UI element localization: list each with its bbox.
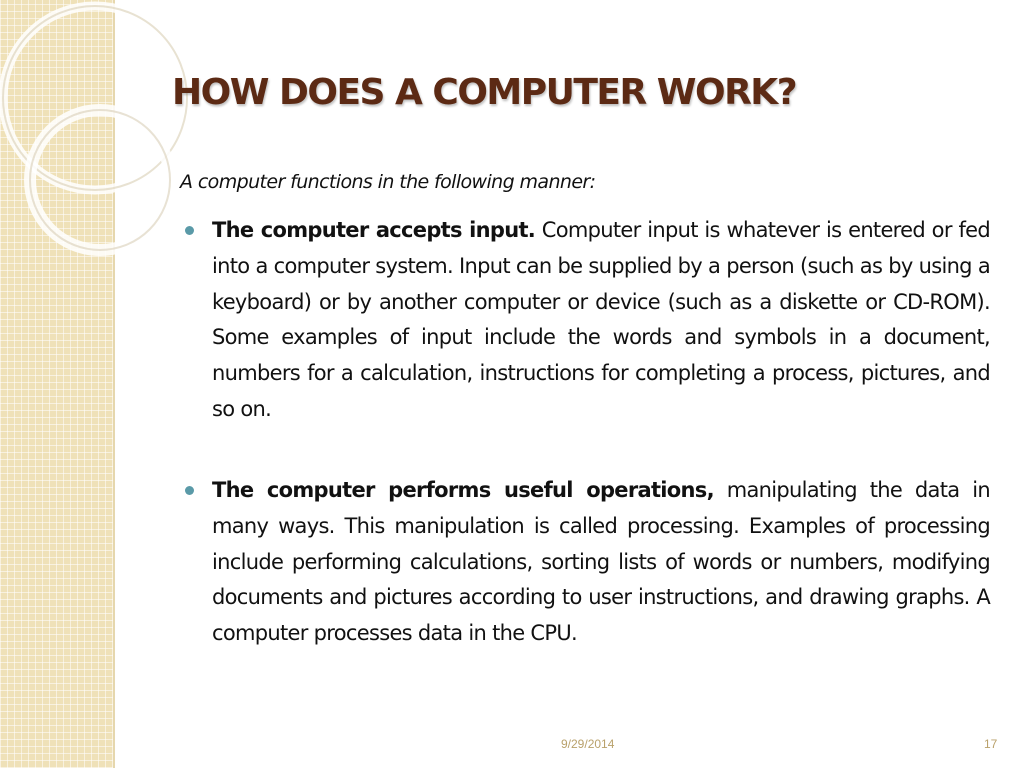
bullet-item-processing: [212, 473, 990, 652]
bullet-dot-icon: [185, 226, 194, 235]
bullet-lead: The computer performs useful operations,: [212, 478, 714, 502]
slide-title: HOW DOES A COMPUTER WORK?: [172, 72, 797, 113]
bullet-text: Computer input is whatever is entered or fed into a computer system. Input can be supplied by a person (such as by using a keyboard) or by another computer or device (such as a diskette or CD-ROM). Some examples of input include the words and symbols in a document, numbers for a calculation, instructions for completing a process, pictures, and so on.: [212, 218, 990, 421]
intro-text: A computer functions in the following manner:: [180, 171, 596, 193]
bullet-lead: The computer accepts input.: [212, 218, 536, 242]
bullet-item-input: [212, 213, 990, 428]
bullet-dot-icon: [185, 486, 194, 495]
footer-page-number: 17: [984, 737, 998, 751]
bullet-text: manipulating the data in many ways. This manipulation is called processing. Examples of processing include performing calculations, sorting lists of words or numbers, modifying documents and pictures according to user instructions, and drawing graphs. A computer processes data in the CPU.: [212, 478, 990, 646]
footer-date: 9/29/2014: [561, 737, 615, 751]
